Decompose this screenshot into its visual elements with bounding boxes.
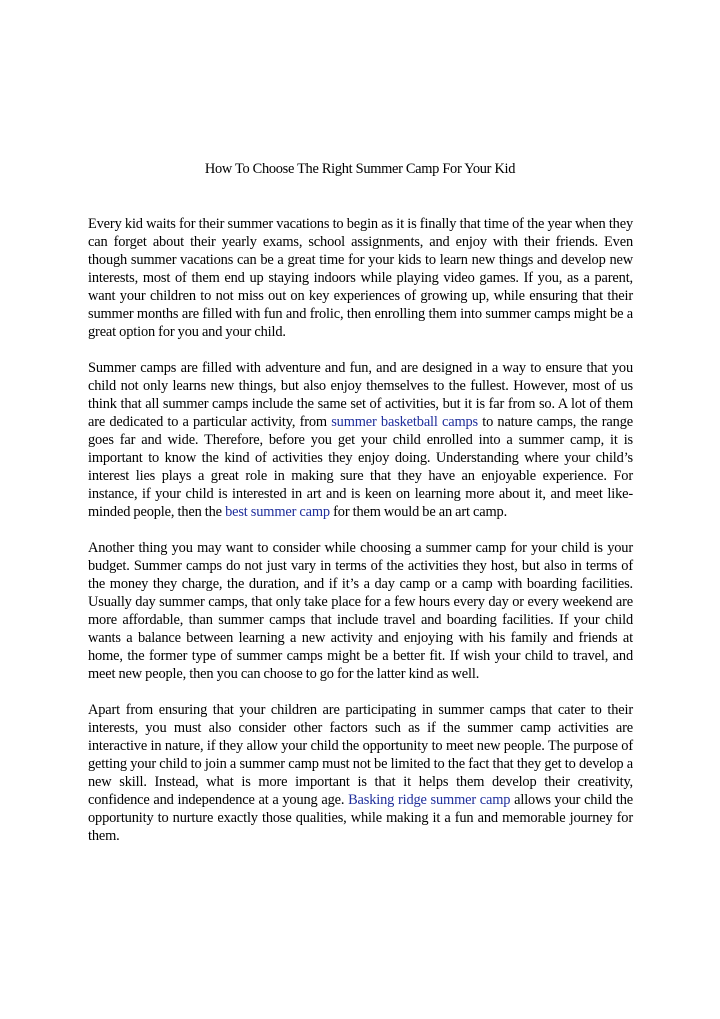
document-body bbox=[88, 215, 633, 863]
document-title: How To Choose The Right Summer Camp For Your Kid bbox=[204, 161, 516, 177]
paragraph-text: Summer camps are filled with adventure and fun, and are designed in a way to ensure that you child not only learns new things, but also enjoy themselves to the fullest. However, most of us think that all summer camps include the same set of activities, but it is far from so. A lot of them are dedicated to a particular activity, from bbox=[88, 360, 633, 430]
paragraph-intro: Every kid waits for their summer vacations to begin as it is finally that time of the year when they can forget about their yearly exams, school assignments, and enjoy with their friends. Even though summer vacations can be a great time for your kids to learn new things and develop new interests, most of them end up staying indoors while playing video games. If you, as a parent, want your children to not miss out on key experiences of growing up, while ensuring that their summer months are filled with fun and frolic, then enrolling them into summer camps might be a great option for you and your child. bbox=[88, 216, 633, 340]
paragraph-text: allows your child the opportunity to nurture exactly those qualities, while making it a fun and memorable journey for them. bbox=[88, 792, 633, 844]
paragraph-activities bbox=[88, 359, 633, 521]
paragraph-text: for them would be an art camp. bbox=[329, 504, 508, 520]
paragraph-text: to nature camps, the range goes far and wide. Therefore, before you get your child enrolled into a summer camp, it is important to know the kind of activities they enjoy doing. Understanding where your child’s interest lies plays a great role in making sure that they have an enjoyable experience. For instance, if your child is interested in art and is keen on learning more about it, and meet like-minded people, then the bbox=[88, 414, 633, 520]
summer-basketball-camps-link[interactable]: summer basketball camps bbox=[331, 414, 479, 430]
paragraph-other-factors bbox=[88, 701, 633, 845]
paragraph-text: Apart from ensuring that your children are participating in summer camps that cater to their interests, you must also consider other factors such as if the summer camp activities are interactive in nature, if they allow your child the opportunity to meet new people. The purpose of getting your child to join a summer camp must not be limited to the fact that they get to develop a new skill. Instead, what is more important is that it helps them develop their creativity, confidence and independence at a young age. bbox=[88, 702, 633, 808]
paragraph-budget: Another thing you may want to consider while choosing a summer camp for your child is your budget. Summer camps do not just vary in terms of the activities they host, but also in terms of the money they charge, the duration, and if it’s a day camp or a camp with boarding facilities. Usually day summer camps, that only take place for a few hours every day or every weekend are more affordable, than summer camps that include travel and boarding facilities. If your child wants a balance between learning a new activity and enjoying with his family and friends at home, the former type of summer camps might be a better fit. If wish your child to travel, and meet new people, then you can choose to go for the latter kind as well. bbox=[88, 540, 633, 682]
basking-ridge-summer-camp-link[interactable]: Basking ridge summer camp bbox=[348, 792, 511, 808]
best-summer-camp-link[interactable]: best summer camp bbox=[225, 504, 330, 520]
